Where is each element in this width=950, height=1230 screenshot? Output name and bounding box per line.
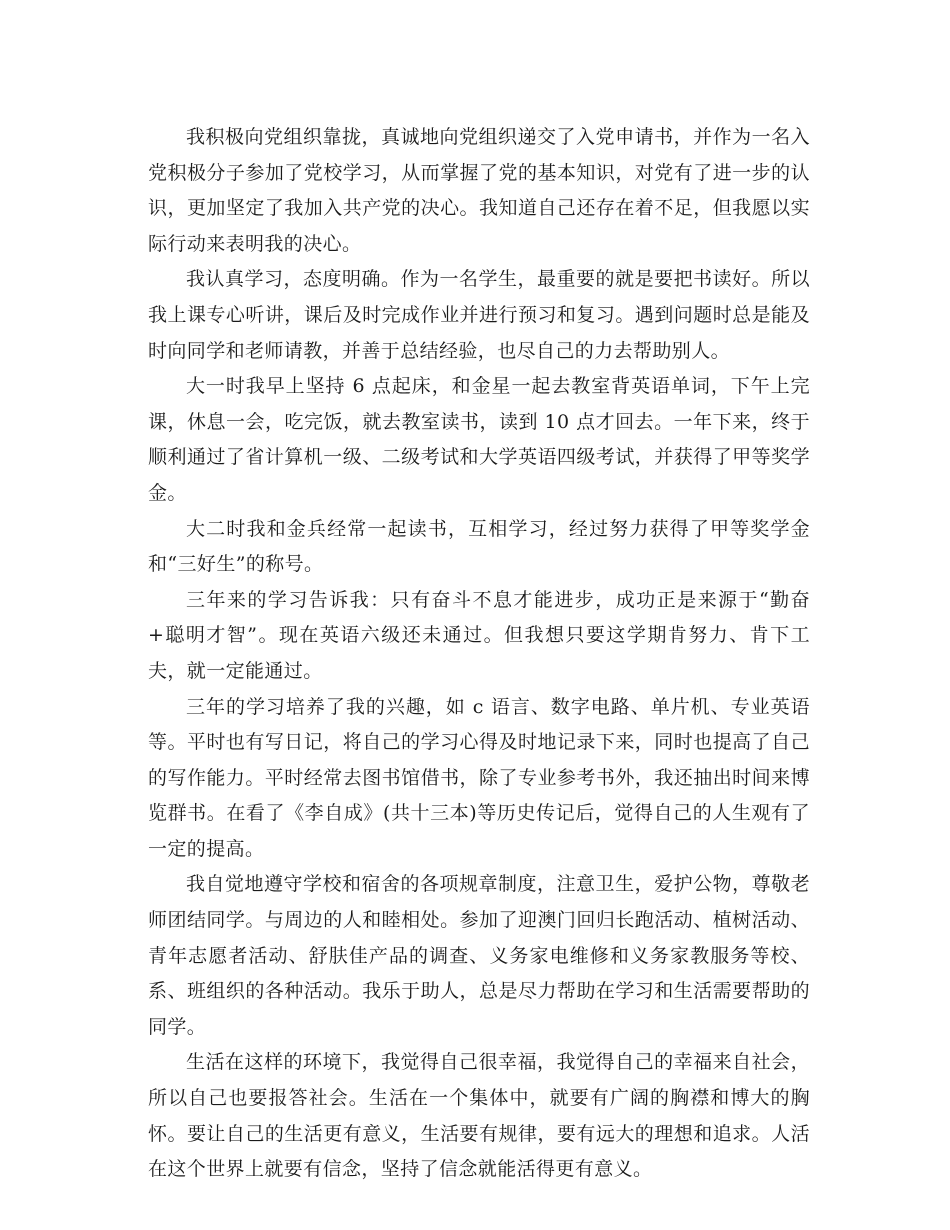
paragraph-4: 大二时我和金兵经常一起读书，互相学习，经过努力获得了甲等奖学金和“三好生”的称号。 — [148, 517, 810, 576]
paragraph-6: 三年的学习培养了我的兴趣，如 c 语言、数字电路、单片机、专业英语等。平时也有写日记，将自己的学习心得及时地记录下来，同时也提高了自己的写作能力。平时经常去图书馆借书，除了专业参考书外，我还抽出时间来博览群书。在看了《李自成》(共十三本)等历史传记后，觉得自己的人生观有了一定的提高。 — [148, 695, 810, 860]
paragraph-7: 我自觉地遵守学校和宿舍的各项规章制度，注意卫生，爱护公物，尊敬老师团结同学。与周边的人和睦相处。参加了迎澳门回归长跑活动、植树活动、青年志愿者活动、舒肤佳产品的调查、义务家电维修和义务家教服务等校、系、班组织的各种活动。我乐于助人，总是尽力帮助在学习和生活需要帮助的同学。 — [148, 873, 810, 1038]
paragraph-1: 我积极向党组织靠拢，真诚地向党组织递交了入党申请书，并作为一名入党积极分子参加了党校学习，从而掌握了党的基本知识，对党有了进一步的认识，更加坚定了我加入共产党的决心。我知道自己还存在着不足，但我愿以实际行动来表明我的决心。 — [148, 126, 810, 255]
paragraph-3: 大一时我早上坚持 6 点起床，和金星一起去教室背英语单词，下午上完课，休息一会，吃完饭，就去教室读书，读到 10 点才回去。一年下来，终于顺利通过了省计算机一级、二级考试和大学英语四级考试，并获得了甲等奖学金。 — [148, 375, 810, 504]
document-body — [148, 120, 810, 1188]
paragraph-5: 三年来的学习告诉我：只有奋斗不息才能进步，成功正是来源于“勤奋+聪明才智”。现在英语六级还未通过。但我想只要这学期肯努力、肯下工夫，就一定能通过。 — [148, 588, 810, 682]
paragraph-2: 我认真学习，态度明确。作为一名学生，最重要的就是要把书读好。所以我上课专心听讲，课后及时完成作业并进行预习和复习。遇到问题时总是能及时向同学和老师请教，并善于总结经验，也尽自己的力去帮助别人。 — [148, 268, 810, 362]
paragraph-8: 生活在这样的环境下，我觉得自己很幸福，我觉得自己的幸福来自社会，所以自己也要报答社会。生活在一个集体中，就要有广阔的胸襟和博大的胸怀。要让自己的生活更有意义，生活要有规律，要有远大的理想和追求。人活在这个世界上就要有信念，坚持了信念就能活得更有意义。 — [148, 1051, 810, 1181]
